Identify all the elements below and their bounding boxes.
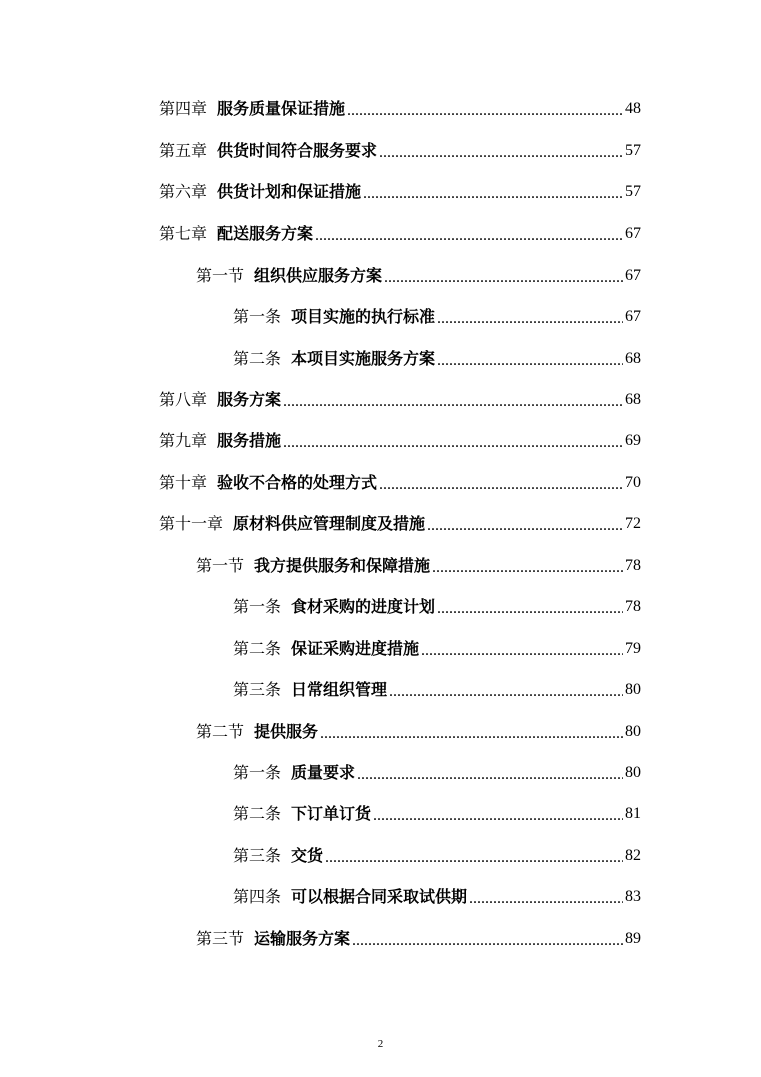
toc-entry-page: 67 [625,225,641,242]
toc-entry-section[interactable] [196,264,641,288]
toc-entry-number: 第三节 [196,929,245,948]
dot-leader [363,182,623,206]
toc-entry-number: 第七章 [159,224,208,243]
toc-entry-article[interactable] [233,347,641,371]
toc-entry-number: 第十一章 [159,514,224,533]
toc-entry-page: 48 [625,100,641,117]
toc-entry-chapter-4[interactable] [159,97,641,121]
dot-leader [325,846,623,870]
toc-entry-page: 80 [625,764,641,781]
dot-leader [389,680,623,704]
dot-leader [437,597,623,621]
toc-entry-title: 我方提供服务和保障措施 [254,556,431,575]
dot-leader [469,887,623,911]
dot-leader [347,99,623,123]
toc-entry-number: 第四章 [159,99,208,118]
toc-entry-title: 质量要求 [291,763,356,782]
dot-leader [283,431,623,455]
toc-entry-title: 服务质量保证措施 [217,99,346,118]
dot-leader [352,929,623,953]
toc-entry-chapter-11[interactable] [159,512,641,536]
toc-entry-title: 服务措施 [217,431,282,450]
dot-leader [437,307,623,331]
toc-entry-number: 第二条 [233,804,282,823]
toc-entry-page: 78 [625,557,641,574]
toc-entry-chapter-8[interactable] [159,388,641,412]
toc-entry-article[interactable] [233,761,641,785]
toc-entry-article[interactable] [233,802,641,826]
toc-entry-section[interactable] [196,554,641,578]
dot-leader [432,556,623,580]
toc-entry-title: 可以根据合同采取试供期 [291,887,468,906]
toc-entry-number: 第一条 [233,597,282,616]
toc-entry-page: 80 [625,723,641,740]
dot-leader [283,390,623,414]
toc-entry-title: 交货 [291,846,324,865]
toc-entry-title: 验收不合格的处理方式 [217,473,378,492]
toc-entry-page: 81 [625,805,641,822]
toc-entry-page: 68 [625,350,641,367]
toc-entry-number: 第二条 [233,639,282,658]
toc-entry-article[interactable] [233,637,641,661]
toc-entry-number: 第三条 [233,846,282,865]
toc-entry-page: 67 [625,267,641,284]
toc-entry-title: 原材料供应管理制度及措施 [233,514,426,533]
toc-entry-number: 第八章 [159,390,208,409]
toc-entry-number: 第二条 [233,349,282,368]
toc-entry-page: 68 [625,391,641,408]
toc-entry-title: 供货时间符合服务要求 [217,141,378,160]
toc-entry-section[interactable] [196,720,641,744]
dot-leader [373,804,623,828]
toc-entry-chapter-10[interactable] [159,471,641,495]
dot-leader [320,722,623,746]
toc-entry-number: 第一节 [196,266,245,285]
toc-entry-page: 89 [625,930,641,947]
toc-entry-page: 72 [625,515,641,532]
toc-entry-title: 日常组织管理 [291,680,388,699]
toc-entry-number: 第四条 [233,887,282,906]
toc-entry-page: 83 [625,888,641,905]
toc-entry-page: 79 [625,640,641,657]
page-number: 2 [377,1038,384,1050]
toc-entry-chapter-7[interactable] [159,222,641,246]
toc-entry-title: 运输服务方案 [254,929,351,948]
dot-leader [357,763,623,787]
toc-entry-title: 保证采购进度措施 [291,639,420,658]
toc-entry-article[interactable] [233,885,641,909]
toc-entry-page: 67 [625,308,641,325]
toc-entry-title: 提供服务 [254,722,319,741]
toc-entry-page: 57 [625,183,641,200]
toc-entry-title: 供货计划和保证措施 [217,182,362,201]
toc-entry-number: 第六章 [159,182,208,201]
toc-entry-chapter-5[interactable] [159,139,641,163]
toc-entry-page: 78 [625,598,641,615]
toc-entry-title: 本项目实施服务方案 [291,349,436,368]
toc-entry-number: 第一条 [233,307,282,326]
toc-entry-number: 第九章 [159,431,208,450]
toc-entry-chapter-6[interactable] [159,180,641,204]
toc-entry-title: 下订单订货 [291,804,372,823]
toc-entry-title: 项目实施的执行标准 [291,307,436,326]
toc-entry-number: 第一条 [233,763,282,782]
toc-entry-article[interactable] [233,305,641,329]
toc-entry-page: 70 [625,474,641,491]
toc-entry-article[interactable] [233,678,641,702]
toc-entry-section[interactable] [196,927,641,951]
toc-entry-number: 第五章 [159,141,208,160]
toc-entry-number: 第十章 [159,473,208,492]
toc-entry-title: 服务方案 [217,390,282,409]
toc-entry-page: 82 [625,847,641,864]
dot-leader [437,349,623,373]
dot-leader [421,639,623,663]
dot-leader [427,514,623,538]
toc-entry-number: 第二节 [196,722,245,741]
toc-entry-title: 食材采购的进度计划 [291,597,436,616]
dot-leader [315,224,623,248]
dot-leader [379,141,623,165]
toc-entry-article[interactable] [233,595,641,619]
dot-leader [384,266,623,290]
toc-entry-title: 配送服务方案 [217,224,314,243]
toc-entry-chapter-9[interactable] [159,429,641,453]
dot-leader [379,473,623,497]
toc-entry-page: 69 [625,432,641,449]
toc-entry-title: 组织供应服务方案 [254,266,383,285]
toc-entry-number: 第一节 [196,556,245,575]
toc-entry-number: 第三条 [233,680,282,699]
toc-entry-page: 57 [625,142,641,159]
toc-entry-article[interactable] [233,844,641,868]
toc-entry-page: 80 [625,681,641,698]
